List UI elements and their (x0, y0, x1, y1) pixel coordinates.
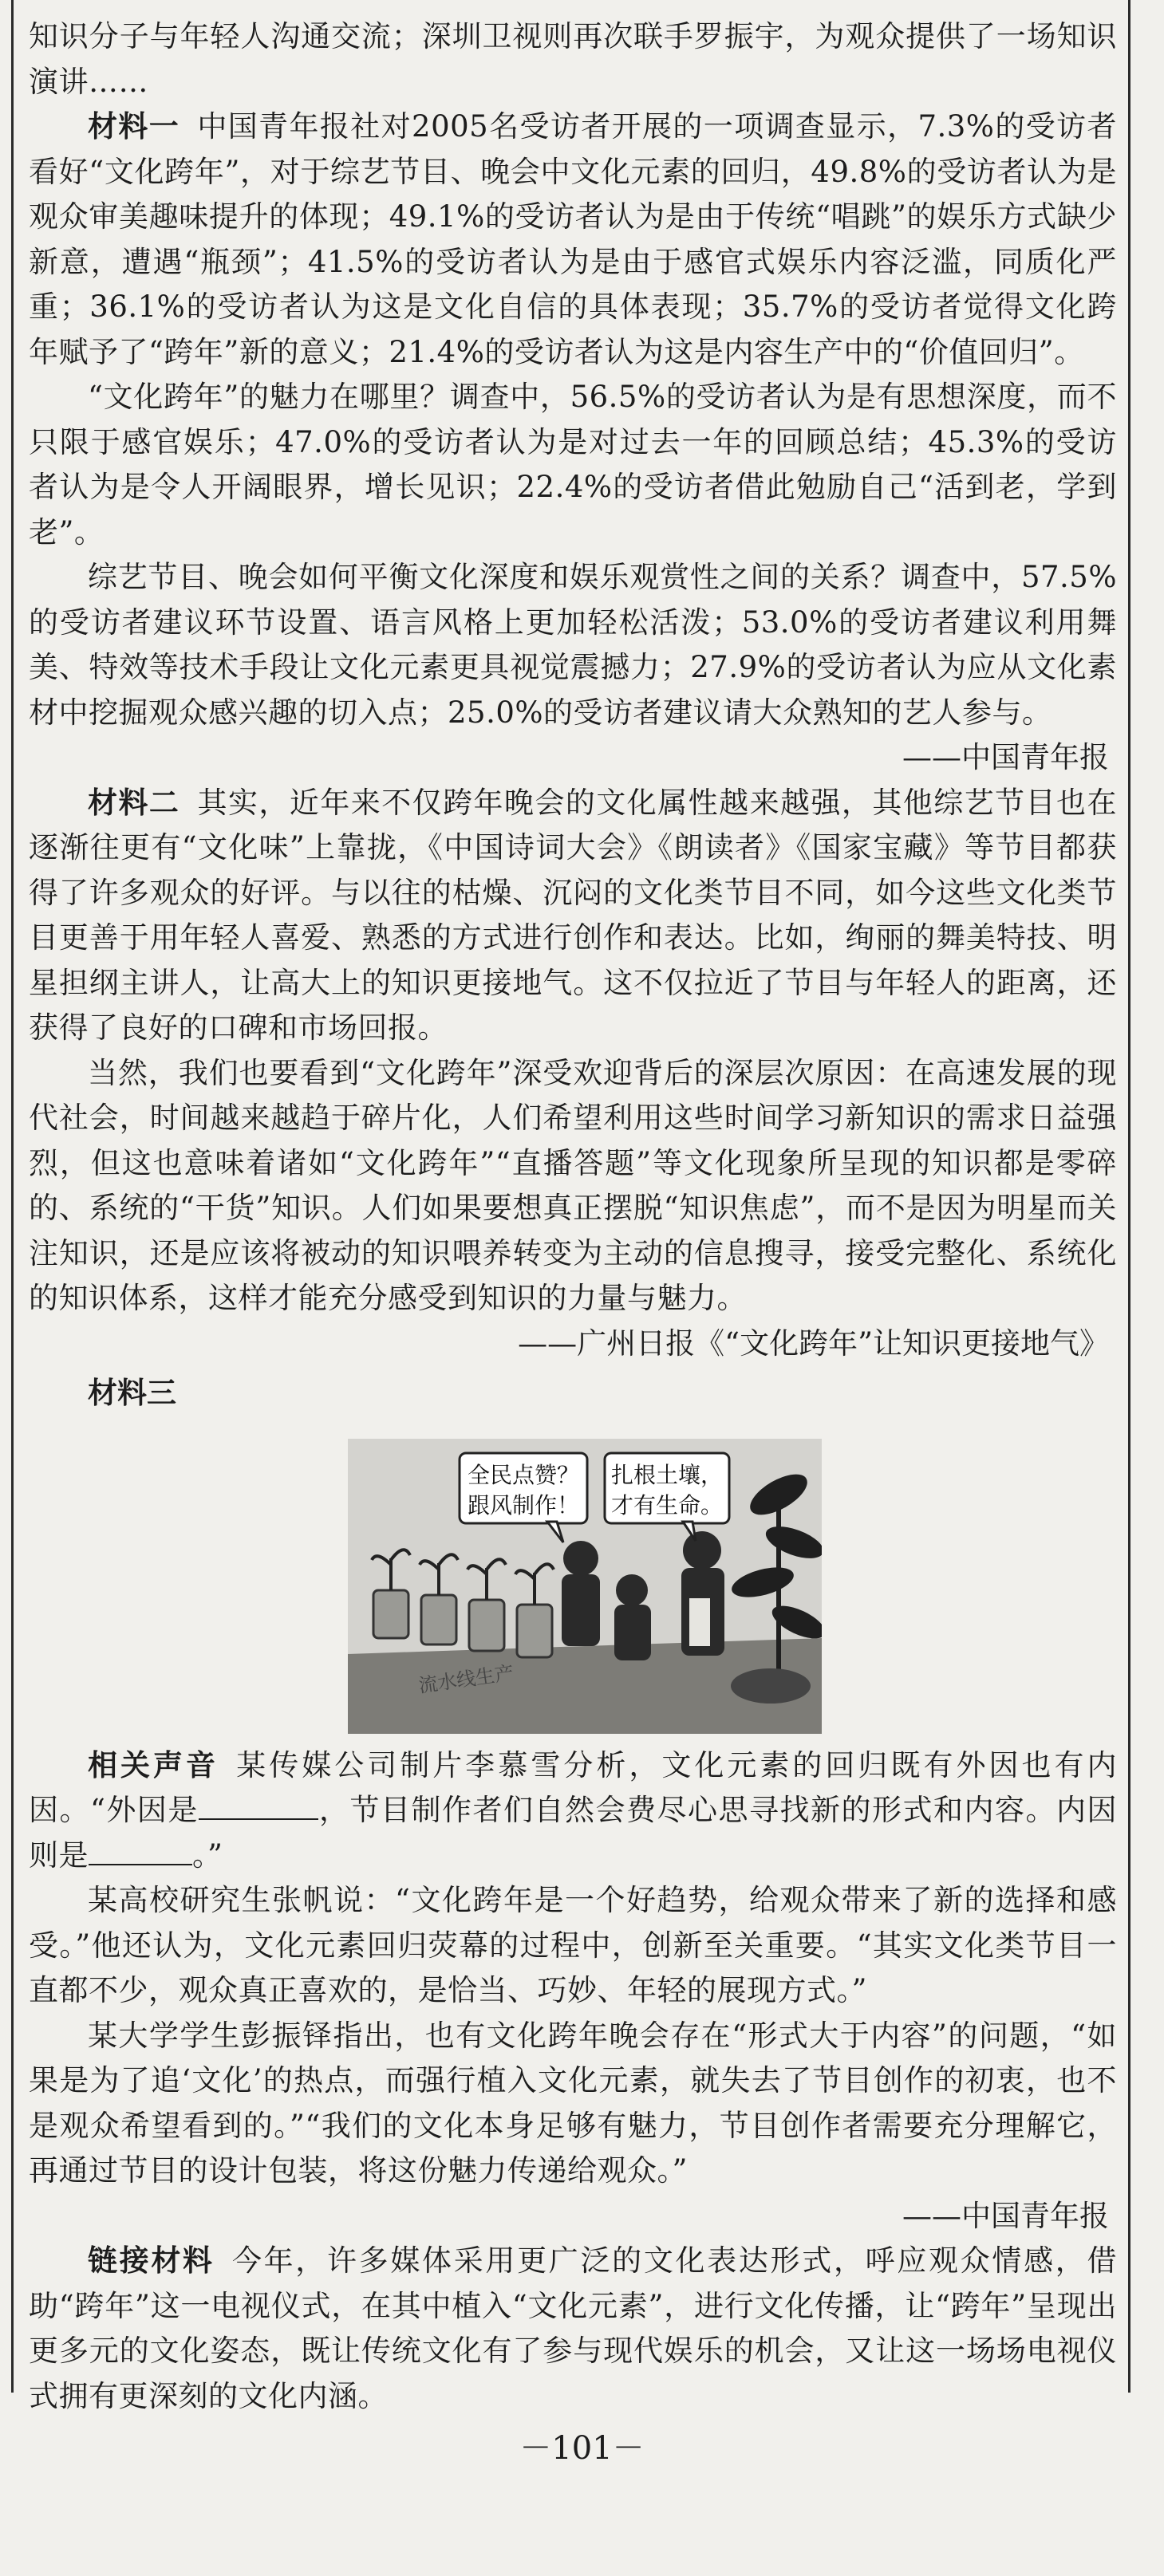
intro-paragraph: 知识分子与年轻人沟通交流；深圳卫视则再次联手罗振宇，为观众提供了一场知识演讲…… (29, 19, 1117, 99)
ground-label: 流水线生产 (416, 1661, 515, 1697)
link-material-paragraph (29, 2239, 1117, 2419)
bubble-left-line1: 全民点赞？ (467, 1461, 580, 1488)
material1-text-1: 中国青年报社对2005名受访者开展的一项调查显示，7.3%的受访者看好“文化跨年”，对于综艺节目、晚会中文化元素的回归，49.8%的受访者认为是观众审美趣味提升的体现；49.1%的受访者认为是由于传统“唱跳”的娱乐方式缺少新意，遭遇“瓶颈”；41.5%的受访者认为是由于感官式娱乐内容泛滥，同质化严重；36.1%的受访者认为这是文化自信的具体表现；35.7%的受访者觉得文化跨年赋予了“跨年”新的意义；21.4%的受访者认为这是内容生产中的“价值回归”。 (29, 109, 1117, 369)
material1-label: 材料一 (88, 109, 180, 144)
cartoon-image (348, 1439, 822, 1734)
material2-paragraph-1 (29, 781, 1117, 1051)
material2-label: 材料二 (88, 785, 180, 820)
voices-label: 相关声音 (88, 1747, 219, 1782)
bubble-right-line1: 扎根土壤， (610, 1461, 724, 1488)
right-border-line (1128, 0, 1130, 2393)
material2-source: ——广州日报《“文化跨年”让知识更接地气》 (518, 1325, 1109, 1361)
left-border-line (11, 0, 14, 2393)
material1-source: ——中国青年报 (902, 740, 1109, 774)
answer-blank-2[interactable] (89, 1835, 192, 1865)
material1-paragraph-1 (29, 104, 1117, 375)
voice1-paragraph (29, 1743, 1117, 1879)
material2-paragraph-2: 当然，我们也要看到“文化跨年”深受欢迎背后的深层次原因：在高速发展的现代社会，时间越来越趋于碎片化，人们希望利用这些时间学习新知识的需求日益强烈，但这也意味着诸如“文化跨年”“直播答题”等文化现象所呈现的知识都是零碎的、系统的“干货”知识。人们如果要想真正摆脱“知识焦虑”，而不是因为明星而关注知识，还是应该将被动的知识喂养转变为主动的信息搜寻，接受完整化、系统化的知识体系，这样才能充分感受到知识的力量与魅力。 (29, 1055, 1117, 1315)
voice1-text-a: 某传媒公司制片李慕雪分析，文化元素的回归既有外因也有内因。“外因是 (29, 1747, 1118, 1827)
answer-blank-1[interactable] (199, 1790, 318, 1820)
material3-source: ——中国青年报 (902, 2198, 1109, 2233)
link-material-text: 今年，许多媒体采用更广泛的文化表达形式，呼应观众情感，借助“跨年”这一电视仪式，在其中植入“文化元素”，进行文化传播，让“跨年”呈现出更多元的文化姿态，既让传统文化有了参与现代娱乐的机会，又让这一场场电视仪式拥有更深刻的文化内涵。 (29, 2243, 1117, 2413)
voice3-paragraph: 某大学学生彭振铎指出，也有文化跨年晚会存在“形式大于内容”的问题，“如果是为了追‘文化’的热点，而强行植入文化元素，就失去了节目创作的初衷，也不是观众希望看到的。”“我们的文化本身足够有魅力，节目创作者需要充分理解它，再通过节目的设计包装，将这份魅力传递给观众。” (29, 2018, 1117, 2188)
material1-paragraph-2: “文化跨年”的魅力在哪里？调查中，56.5%的受访者认为是有思想深度，而不只限于感官娱乐；47.0%的受访者认为是对过去一年的回顾总结；45.3%的受访者认为是令人开阔眼界，增长见识；22.4%的受访者借此勉励自己“活到老，学到老”。 (29, 380, 1117, 549)
voice2-paragraph: 某高校研究生张帆说：“文化跨年是一个好趋势，给观众带来了新的选择和感受。”他还认为，文化元素回归荧幕的过程中，创新至关重要。“其实文化类节目一直都不少，观众真正喜欢的，是恰当、巧妙、年轻的展现方式。” (29, 1883, 1117, 2007)
page-number: －101－ (519, 2430, 645, 2467)
material1-paragraph-3: 综艺节目、晚会如何平衡文化深度和娱乐观赏性之间的关系？调查中，57.5%的受访者建议环节设置、语言风格上更加轻松活泼；53.0%的受访者建议利用舞美、特效等技术手段让文化元素更具视觉震撼力；27.9%的受访者认为应从文化素材中挖掘观众感兴趣的切入点；25.0%的受访者建议请大众熟知的艺人参与。 (29, 560, 1117, 730)
material3-label: 材料三 (88, 1376, 176, 1410)
bubble-left-line2: 跟风制作！ (467, 1491, 580, 1518)
article-body (29, 14, 1117, 2419)
voice1-text-c: 。” (192, 1837, 223, 1873)
material2-text-1: 其实，近年来不仅跨年晚会的文化属性越来越强，其他综艺节目也在逐渐往更有“文化味”上靠拢，《中国诗词大会》《朗读者》《国家宝藏》等节目都获得了许多观众的好评。与以往的枯燥、沉闷的文化类节目不同，如今这些文化类节目更善于用年轻人喜爱、熟悉的方式进行创作和表达。比如，绚丽的舞美特技、明星担纲主讲人，让高大上的知识更接地气。这不仅拉近了节目与年轻人的距离，还获得了良好的口碑和市场回报。 (29, 785, 1118, 1045)
bubble-right-line2: 才有生命。 (610, 1491, 724, 1518)
link-material-label: 链接材料 (88, 2243, 215, 2278)
cartoon-container (29, 1424, 1117, 1743)
voice1-text-b: ，节目制作者们自然会费尽心思寻找新的形式和内容。内因则是 (29, 1793, 1117, 1873)
